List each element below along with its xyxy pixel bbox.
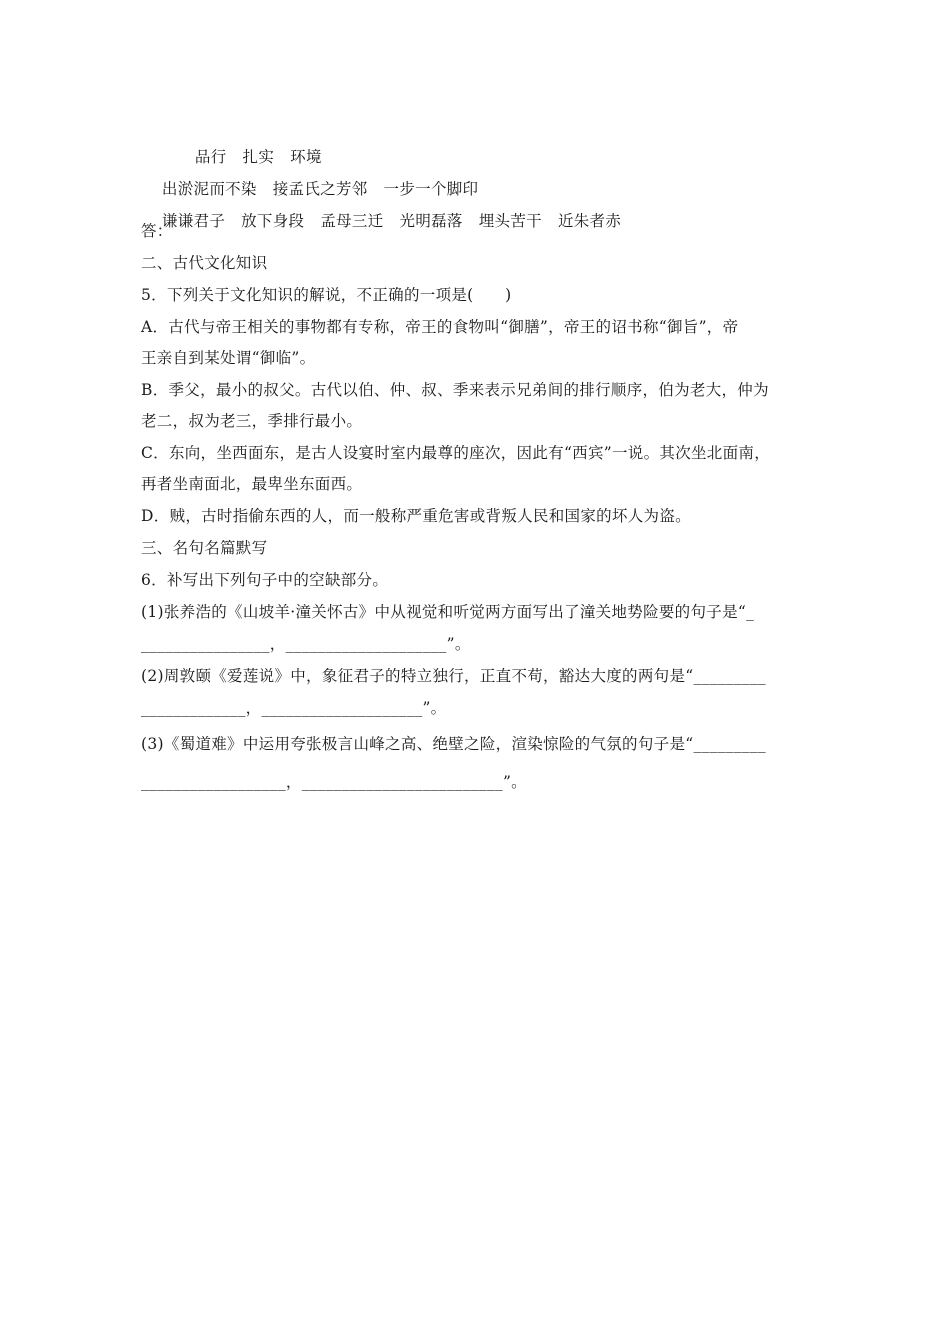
dictation-item-2-blanks[interactable]: _____________，____________________”。 <box>141 699 447 717</box>
section-heading-dictation: 三、名句名篇默写 <box>141 539 268 557</box>
option-c-continued: 再者坐南面北，最卑坐东面西。 <box>141 475 363 493</box>
word-bank-term: 放下身段 <box>241 212 305 230</box>
option-b-continued: 老二，叔为老三，季排行最小。 <box>141 412 363 430</box>
question-6-stem: 6．补写出下列句子中的空缺部分。 <box>141 571 389 589</box>
option-a: A．古代与帝王相关的事物都有专称，帝王的食物叫“御膳”，帝王的诏书称“御旨”，帝 <box>141 318 739 336</box>
word-bank-row-3 <box>141 188 621 254</box>
dictation-item-1: (1)张养浩的《山坡羊·潼关怀古》中从视觉和听觉两方面写出了潼关地势险要的句子是“_ <box>141 603 755 621</box>
option-b: B．季父，最小的叔父。古代以伯、仲、叔、季来表示兄弟间的排行顺序，伯为老大，仲为 <box>141 381 769 399</box>
word-bank-term: 一步一个脚印 <box>383 180 479 198</box>
option-c: C．东向，坐西面东，是古人设宴时室内最尊的座次，因此有“西宾”一说。其次坐北面南， <box>141 444 771 462</box>
option-d: D．贼，古时指偷东西的人，而一般称严重危害或背叛人民和国家的坏人为盗。 <box>141 507 691 525</box>
word-bank-term: 接孟氏之芳邻 <box>272 180 368 198</box>
answer-label: 答： <box>141 222 173 240</box>
word-bank-term: 品行 <box>194 148 227 166</box>
word-bank-term: 孟母三迁 <box>320 212 384 230</box>
word-bank-term: 谦谦君子 <box>161 212 226 230</box>
dictation-item-1-blanks[interactable]: ________________，____________________”。 <box>141 635 471 653</box>
dictation-item-3-blanks[interactable]: __________________，_________________________”。 <box>141 773 527 791</box>
word-bank-term: 出淤泥而不染 <box>161 180 257 198</box>
dictation-item-3: (3)《蜀道难》中运用夸张极言山峰之高、绝壁之险，渲染惊险的气氛的句子是“_________ <box>141 735 766 753</box>
word-bank-term: 环境 <box>290 148 322 166</box>
word-bank-term: 光明磊落 <box>399 212 463 230</box>
section-heading-culture: 二、古代文化知识 <box>141 254 268 272</box>
word-bank-term: 近朱者赤 <box>557 212 622 230</box>
question-5-stem: 5．下列关于文化知识的解说，不正确的一项是( ) <box>141 286 512 304</box>
word-bank-term: 扎实 <box>242 148 275 166</box>
word-bank-term: 埋头苦干 <box>478 212 542 230</box>
option-a-continued: 王亲自到某处谓“御临”。 <box>141 349 316 367</box>
dictation-item-2: (2)周敦颐《爱莲说》中，象征君子的特立独行，正直不苟，豁达大度的两句是“_________ <box>141 667 766 685</box>
